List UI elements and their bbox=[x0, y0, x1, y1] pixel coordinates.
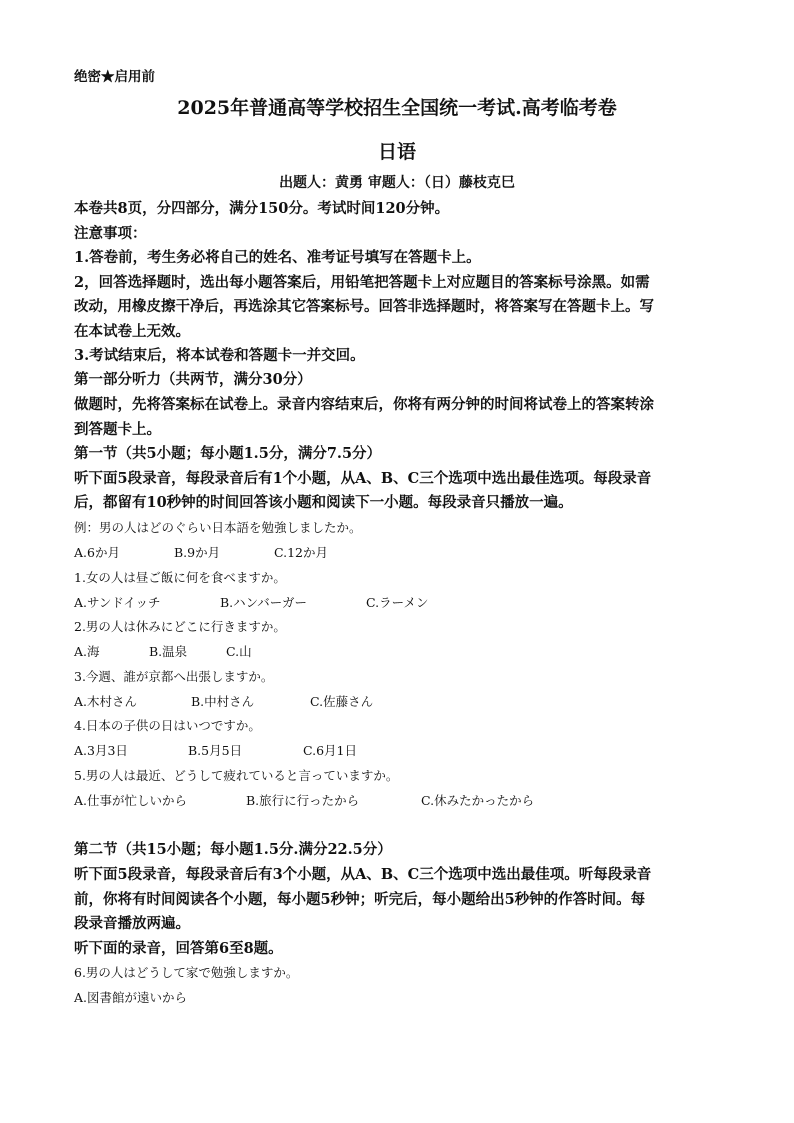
question-1-options bbox=[74, 593, 428, 611]
question-4-options bbox=[74, 741, 357, 759]
section2-desc-line-3: 段录音播放两遍。 bbox=[74, 915, 190, 932]
example-question: 例：男の人はどのぐらい日本語を勉強しましたか。 bbox=[74, 520, 362, 535]
option-c: C.佐藤さん bbox=[310, 694, 374, 709]
option-a: A.6か月 bbox=[74, 545, 120, 560]
notice-item-2-line-2: 改动，用橡皮擦干净后，再选涂其它答案标号。回答非选择题时，将答案写在答题卡上。写 bbox=[74, 298, 654, 315]
question-3: 3.今週、誰が京都へ出張しますか。 bbox=[74, 669, 274, 684]
question-6-option-a: A.図書館が遠いから bbox=[74, 990, 188, 1005]
notice-item-2-line-1: 2，回答选择题时，选出每小题答案后，用铅笔把答题卡上对应题目的答案标号涂黑。如需 bbox=[74, 274, 650, 291]
option-b: B.5月5日 bbox=[188, 743, 243, 758]
option-b: B.ハンバーガー bbox=[220, 595, 308, 610]
option-a: A.仕事が忙しいから bbox=[74, 793, 188, 808]
question-5-options bbox=[74, 791, 534, 809]
question-6: 6.男の人はどうして家で勉強しますか。 bbox=[74, 965, 299, 980]
option-a: A.木村さん bbox=[74, 694, 138, 709]
option-c: C.山 bbox=[226, 644, 252, 659]
option-b: B.中村さん bbox=[191, 694, 255, 709]
example-options bbox=[74, 543, 328, 561]
option-c: C.12か月 bbox=[274, 545, 328, 560]
notice-item-2-line-3: 在本试卷上无效。 bbox=[74, 323, 190, 340]
option-b: B.温泉 bbox=[149, 644, 188, 659]
notice-title: 注意事项： bbox=[74, 225, 147, 242]
section2-heading: 第二节（共15小题；每小题1.5分.满分22.5分） bbox=[74, 841, 392, 858]
question-3-options bbox=[74, 692, 373, 710]
question-1: 1.女の人は昼ご飯に何を食べますか。 bbox=[74, 570, 286, 585]
section2-desc-line-2: 前，你将有时间阅读各个小题，每小题5秒钟；听完后，每小题给出5秒钟的作答时间。每 bbox=[74, 891, 646, 908]
notice-item-1: 1.答卷前，考生务必将自己的姓名、准考证号填写在答题卡上。 bbox=[74, 249, 481, 266]
question-4: 4.日本の子供の日はいつですか。 bbox=[74, 718, 261, 733]
exam-summary: 本卷共8页，分四部分，满分150分。考试时间120分钟。 bbox=[74, 200, 450, 217]
section2-desc-line-1: 听下面5段录音，每段录音后有3个小题，从A、B、C三个选项中选出最佳项。听每段录音 bbox=[74, 866, 652, 883]
part1-desc-line-1: 做题时，先将答案标在试卷上。录音内容结束后，你将有两分钟的时间将试卷上的答案转涂 bbox=[74, 396, 654, 413]
option-a: A.海 bbox=[74, 644, 100, 659]
question-5: 5.男の人は最近、どうして疲れていると言っていますか。 bbox=[74, 768, 399, 783]
subject-title: 日语 bbox=[377, 141, 416, 163]
question-2-options bbox=[74, 642, 252, 660]
option-a: A.サンドイッチ bbox=[74, 595, 161, 610]
section1-desc-line-1: 听下面5段录音，每段录音后有1个小题，从A、B、C三个选项中选出最佳选项。每段录音 bbox=[74, 470, 652, 487]
question-2: 2.男の人は休みにどこに行きますか。 bbox=[74, 619, 286, 634]
confidential-mark: 绝密★启用前 bbox=[74, 69, 155, 85]
exam-title: 2025年普通高等学校招生全国统一考试.高考临考卷 bbox=[177, 97, 617, 119]
option-a: A.3月3日 bbox=[74, 743, 128, 758]
section1-heading: 第一节（共5小题；每小题1.5分，满分7.5分） bbox=[74, 445, 382, 462]
part1-heading: 第一部分听力（共两节，满分30分） bbox=[74, 371, 312, 388]
option-b: B.9か月 bbox=[174, 545, 221, 560]
part1-desc-line-2: 到答题卡上。 bbox=[74, 421, 161, 438]
option-c: C.ラーメン bbox=[366, 595, 429, 610]
group-intro: 听下面的录音，回答第6至8题。 bbox=[74, 940, 283, 957]
section1-desc-line-2: 后，都留有10秒钟的时间回答该小题和阅读下一小题。每段录音只播放一遍。 bbox=[74, 494, 573, 511]
option-b: B.旅行に行ったから bbox=[246, 793, 360, 808]
authors-line: 出题人：黄勇 审题人：（日）藤枝克巳 bbox=[279, 175, 515, 191]
option-c: C.休みたかったから bbox=[421, 793, 535, 808]
option-c: C.6月1日 bbox=[303, 743, 357, 758]
notice-item-3: 3.考试结束后，将本试卷和答题卡一并交回。 bbox=[74, 347, 365, 364]
